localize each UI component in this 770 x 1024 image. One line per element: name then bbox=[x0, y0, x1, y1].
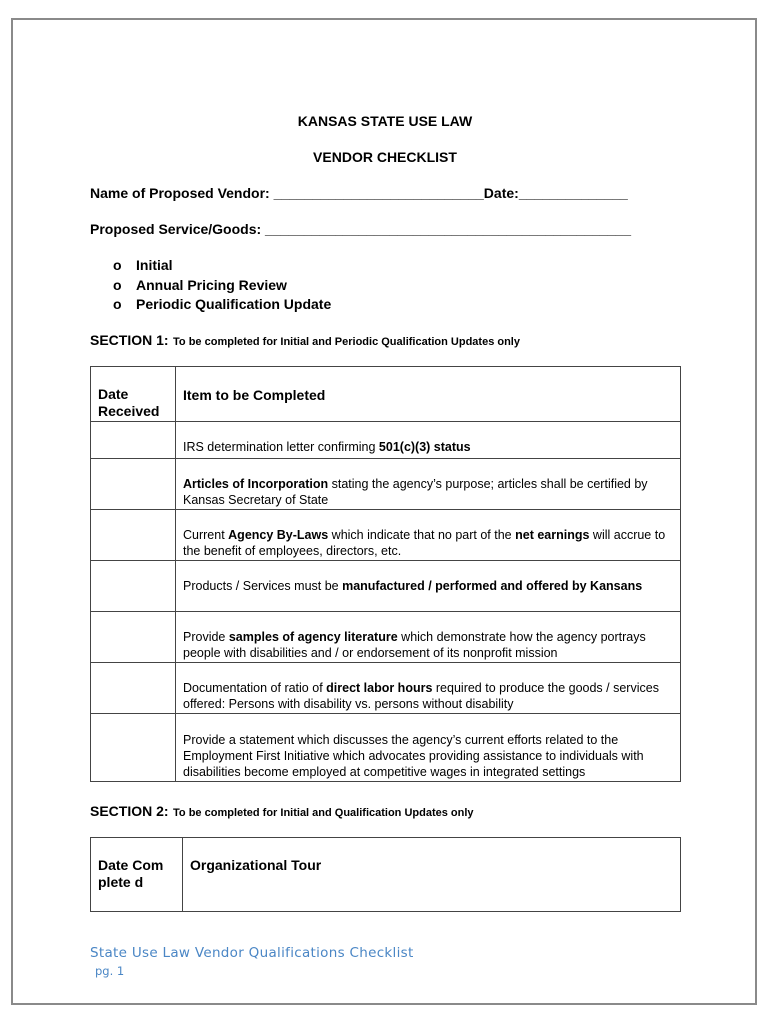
section1-note: To be completed for Initial and Periodic Qualification Updates only bbox=[173, 336, 520, 348]
option-label: Initial bbox=[136, 257, 173, 273]
item-cell bbox=[176, 510, 681, 561]
option-initial bbox=[113, 256, 331, 276]
item-text-bold: direct labor hours bbox=[326, 681, 433, 695]
item-cell bbox=[176, 663, 681, 714]
item-text-bold: Agency By-Laws bbox=[228, 528, 329, 542]
bullet: o bbox=[113, 257, 122, 273]
table-row bbox=[91, 663, 681, 714]
item-header: Item to be Completed bbox=[176, 367, 681, 422]
item-text-bold: manufactured / performed and offered by Kansans bbox=[342, 579, 643, 593]
bullet: o bbox=[113, 296, 122, 312]
item-text: which demonstrate how the agency portrays people with disabilities and / or endorsement of its nonprofit mission bbox=[183, 630, 646, 660]
table-row bbox=[91, 422, 681, 459]
date-received-header: Date Received bbox=[91, 367, 176, 422]
option-periodic-qualification-update bbox=[113, 295, 331, 315]
item-text: which indicate that no part of the bbox=[328, 528, 516, 542]
proposed-service-field: Proposed Service/Goods: _______________________________________________ bbox=[90, 221, 631, 237]
item-text-bold: samples of agency literature bbox=[228, 630, 398, 644]
item-text: Current bbox=[183, 528, 229, 542]
table-row bbox=[91, 510, 681, 561]
table-row bbox=[91, 714, 681, 782]
date-received-cell[interactable] bbox=[91, 612, 176, 663]
option-label: Annual Pricing Review bbox=[136, 276, 287, 293]
item-text: IRS determination letter confirming bbox=[183, 440, 379, 454]
section2-table bbox=[90, 837, 681, 912]
item-cell bbox=[176, 459, 681, 510]
item-text: stating the agency’s purpose; articles shall be certified by Kansas Secretary of State bbox=[183, 477, 648, 507]
section2-heading bbox=[90, 803, 474, 821]
document-title: KANSAS STATE USE LAW bbox=[297, 113, 473, 129]
table-row bbox=[91, 612, 681, 663]
table-header-row bbox=[91, 838, 681, 912]
date-received-cell[interactable] bbox=[91, 663, 176, 714]
section1-heading bbox=[90, 332, 520, 350]
option-label: Periodic Qualification Update bbox=[136, 296, 332, 312]
vendor-name-date-field: Name of Proposed Vendor: ___________________________Date:______________ bbox=[90, 185, 628, 201]
bullet: o bbox=[113, 276, 122, 293]
date-received-cell[interactable] bbox=[91, 459, 176, 510]
date-received-cell[interactable] bbox=[91, 714, 176, 782]
table-header-row bbox=[91, 367, 681, 422]
date-received-cell[interactable] bbox=[91, 510, 176, 561]
organizational-tour-header: Organizational Tour bbox=[183, 838, 681, 912]
item-text-bold: Articles of Incorporation bbox=[183, 477, 329, 491]
section2-label: SECTION 2: bbox=[90, 803, 169, 819]
item-text-bold: 501(c)(3) status bbox=[378, 440, 471, 454]
document-subtitle: VENDOR CHECKLIST bbox=[313, 149, 457, 165]
section2-note: To be completed for Initial and Qualification Updates only bbox=[173, 807, 474, 819]
table-row bbox=[91, 459, 681, 510]
item-text: Provide bbox=[183, 630, 229, 644]
table-row bbox=[91, 561, 681, 612]
item-cell bbox=[176, 612, 681, 663]
option-annual-pricing-review bbox=[113, 276, 331, 296]
footer-title: State Use Law Vendor Qualifications Checklist bbox=[90, 945, 414, 961]
item-text: Provide a statement which discusses the agency’s current efforts related to the Employment First Initiative which advocates providing assistance to individuals with disabilities become employed at competitive wages in integrated settings bbox=[183, 733, 644, 779]
item-text: will accrue to the benefit of employees, directors, etc. bbox=[183, 528, 666, 558]
section1-table bbox=[90, 366, 681, 782]
item-cell bbox=[176, 714, 681, 782]
item-text-bold: net earnings bbox=[515, 528, 590, 542]
item-cell bbox=[176, 422, 681, 459]
date-completed-header: Date Complete d bbox=[91, 838, 183, 912]
date-received-cell[interactable] bbox=[91, 561, 176, 612]
footer-page-number: pg. 1 bbox=[95, 964, 125, 978]
date-received-cell[interactable] bbox=[91, 422, 176, 459]
item-text: required to produce the goods / services offered: Persons with disability vs. persons without disability bbox=[183, 681, 659, 711]
section1-label: SECTION 1: bbox=[90, 332, 169, 348]
item-cell bbox=[176, 561, 681, 612]
review-type-options bbox=[113, 256, 331, 315]
item-text: Products / Services must be bbox=[183, 579, 343, 593]
item-text: Documentation of ratio of bbox=[183, 681, 327, 695]
